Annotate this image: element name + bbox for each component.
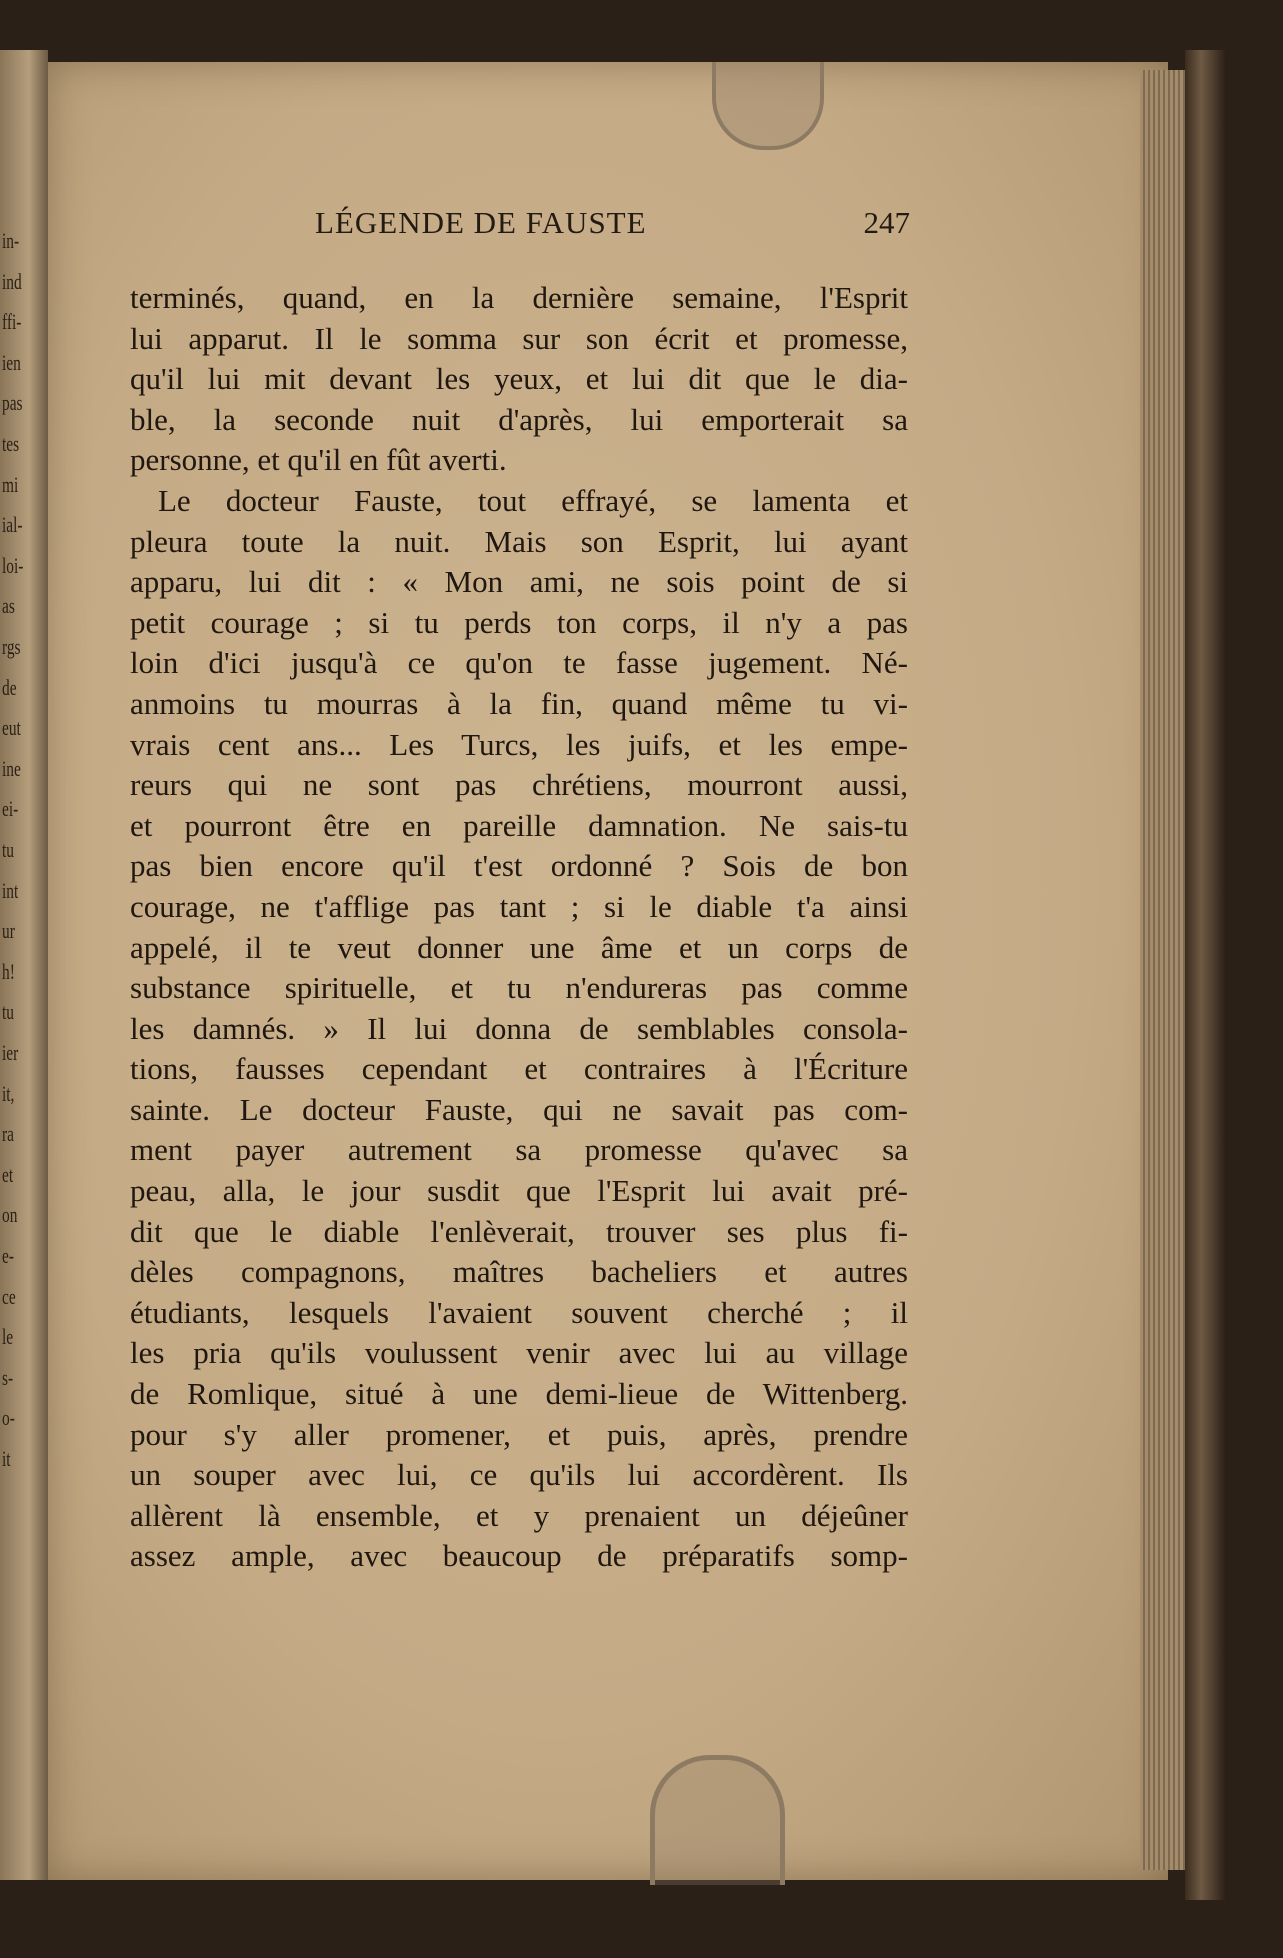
text-line: pleura toute la nuit. Mais son Esprit, lui ayant <box>130 523 908 559</box>
facing-page-fragment: ffi- <box>2 309 22 335</box>
facing-page-fragment: tes <box>2 431 20 456</box>
text-line: terminés, quand, en la dernière semaine, l'Esprit <box>130 280 908 315</box>
text-line: Le docteur Fauste, tout effrayé, se lamenta et <box>158 482 908 518</box>
text-line: qu'il lui mit devant les yeux, et lui dit que le dia- <box>130 361 908 397</box>
text-line: pas bien encore qu'il t'est ordonné ? Sois de bon <box>130 848 908 884</box>
book-cover <box>1185 50 1225 1900</box>
text-line: reurs qui ne sont pas chrétiens, mourront aussi, <box>130 767 908 803</box>
facing-page-fragment: loi- <box>2 552 24 578</box>
facing-page-fragment: et <box>2 1161 14 1187</box>
text-line: étudiants, lesquels l'avaient souvent cherché ; il <box>130 1294 908 1330</box>
facing-page-fragment: pas <box>2 390 23 416</box>
facing-page-fragment: int <box>2 877 19 903</box>
facing-page-fragment: h! <box>2 958 15 984</box>
running-head-title: LÉGENDE DE FAUSTE <box>315 205 647 240</box>
text-line: dit que le diable l'enlèverait, trouver ses plus fi- <box>130 1213 908 1249</box>
facing-page-fragment: le <box>2 1324 14 1350</box>
facing-page-fragment: ier <box>2 1040 19 1065</box>
text-line: tions, fausses cependant et contraires à l'Écriture <box>130 1051 908 1087</box>
text-line: lui apparut. Il le somma sur son écrit et promesse, <box>130 320 908 356</box>
page-clip-bottom <box>650 1755 785 1885</box>
text-line: les pria qu'ils voulussent venir avec lui au village <box>130 1335 908 1371</box>
text-line: ment payer autrement sa promesse qu'avec sa <box>130 1132 908 1168</box>
text-line: pour s'y aller promener, et puis, après, prendre <box>130 1416 908 1452</box>
text-line: petit courage ; si tu perds ton corps, il n'y a pas <box>130 604 908 640</box>
facing-page-fragment: ei- <box>2 796 19 822</box>
text-line: de Romlique, situé à une demi-lieue de Wittenberg. <box>130 1376 908 1412</box>
text-line: appelé, il te veut donner une âme et un corps de <box>130 929 908 965</box>
running-head <box>130 205 910 245</box>
text-line: un souper avec lui, ce qu'ils lui accordèrent. Ils <box>130 1457 908 1493</box>
text-line: courage, ne t'afflige pas tant ; si le diable t'a ainsi <box>130 888 908 924</box>
text-line: loin d'ici jusqu'à ce qu'on te fasse jugement. Né- <box>130 645 908 681</box>
facing-page-fragment: in- <box>2 228 20 253</box>
facing-page-fragment: ine <box>2 755 21 781</box>
text-line: apparu, lui dit : « Mon ami, ne sois point de si <box>130 564 908 600</box>
text-line: ble, la seconde nuit d'après, lui emporterait sa <box>130 401 908 437</box>
facing-page-fragment: rgs <box>2 634 21 659</box>
text-line: les damnés. » Il lui donna de semblables consola- <box>130 1010 908 1046</box>
page-number: 247 <box>863 205 910 240</box>
facing-page-fragment: mi <box>2 471 19 497</box>
facing-page-fragment: ur <box>2 918 15 944</box>
facing-page-edge <box>0 50 48 1880</box>
facing-page-fragment: ra <box>2 1121 14 1147</box>
text-line: dèles compagnons, maîtres bacheliers et autres <box>130 1254 908 1290</box>
facing-page-fragment: de <box>2 674 17 700</box>
text-line: personne, et qu'il en fût averti. <box>130 442 507 478</box>
text-line: anmoins tu mourras à la fin, quand même tu vi- <box>130 685 908 721</box>
text-line: allèrent là ensemble, et y prenaient un déjeûner <box>130 1497 908 1533</box>
facing-page-fragment: it <box>2 1446 11 1471</box>
facing-page-fragment: ien <box>2 349 21 375</box>
facing-page-fragment: tu <box>2 837 14 862</box>
facing-page-fragment: eut <box>2 715 21 741</box>
text-line: substance spirituelle, et tu n'endureras pas comme <box>130 970 908 1006</box>
facing-page-fragment: s- <box>2 1364 14 1390</box>
body-text <box>130 278 908 1577</box>
text-line: vrais cent ans... Les Turcs, les juifs, et les empe- <box>130 726 908 762</box>
text-line: peau, alla, le jour susdit que l'Esprit lui avait pré- <box>130 1173 908 1209</box>
facing-page-fragment: o- <box>2 1405 15 1431</box>
text-line: sainte. Le docteur Fauste, qui ne savait pas com- <box>130 1091 908 1127</box>
page-edges <box>1140 70 1185 1870</box>
facing-page-fragment: e- <box>2 1243 14 1268</box>
facing-page-fragment: ial- <box>2 512 23 538</box>
facing-page-fragment: tu <box>2 999 14 1025</box>
facing-page-fragment: ce <box>2 1283 16 1309</box>
facing-page-fragment: on <box>2 1202 18 1228</box>
text-line: et pourront être en pareille damnation. Ne sais-tu <box>130 807 908 843</box>
facing-page-fragment: it, <box>2 1080 15 1106</box>
text-line: assez ample, avec beaucoup de préparatifs somp- <box>130 1538 908 1574</box>
facing-page-fragment: as <box>2 593 15 619</box>
facing-page-fragment: ind <box>2 268 22 294</box>
